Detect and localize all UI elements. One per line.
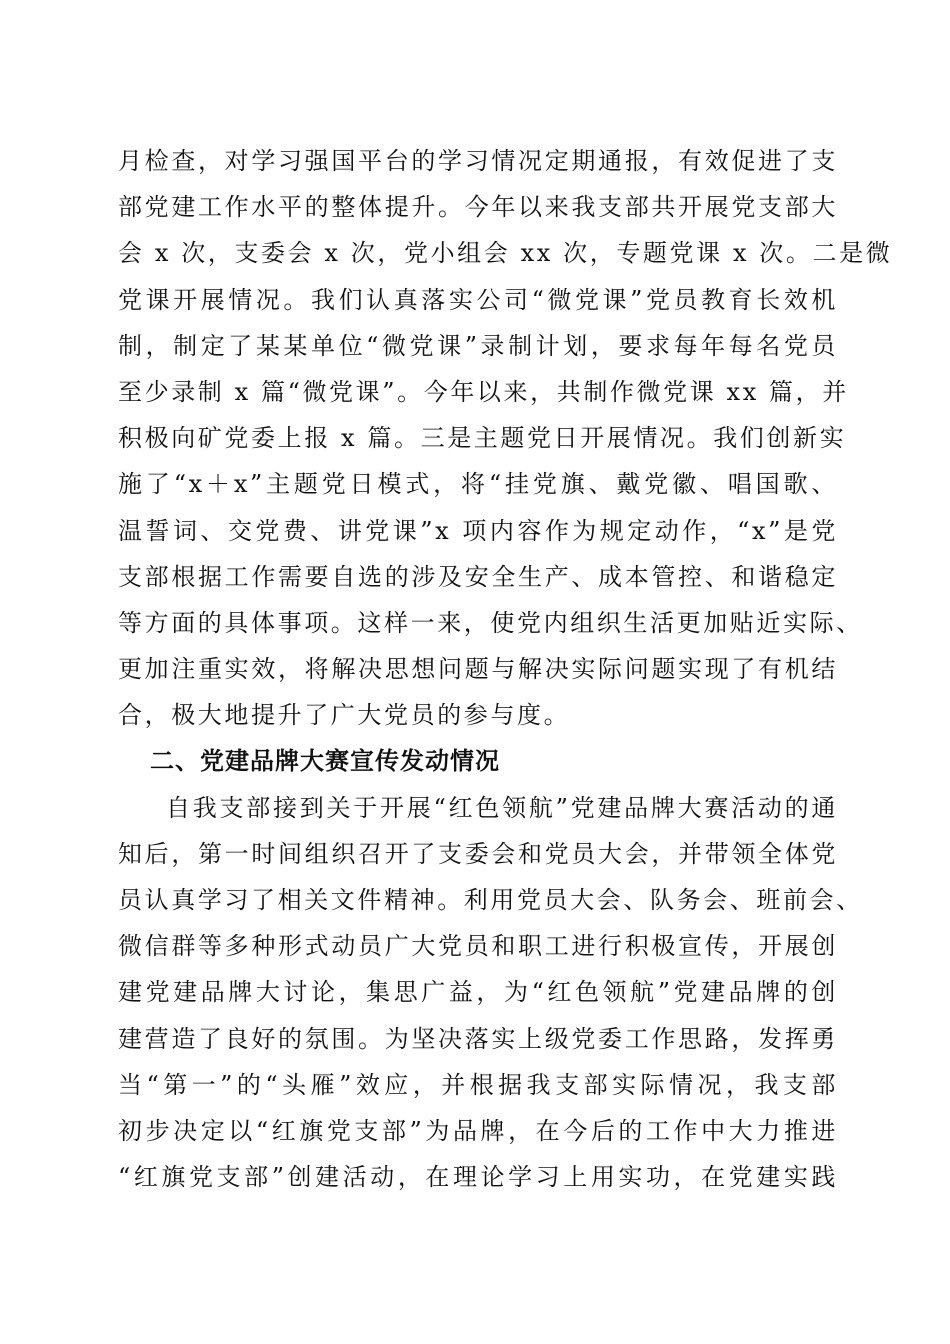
text-line: 建党建品牌大讨论，集思广益，为“红色领航”党建品牌的创 bbox=[118, 978, 838, 1007]
paragraph-party-activities bbox=[118, 138, 893, 738]
text-line: 更加注重实效，将解决思想问题与解决实际问题实现了有机结 bbox=[118, 655, 838, 684]
text-line: 建营造了良好的氛围。为坚决落实上级党委工作思路，发挥勇 bbox=[118, 1024, 838, 1053]
text-line: “红旗党支部”创建活动，在理论学习上用实功，在党建实践 bbox=[118, 1163, 838, 1192]
text-line: 支部根据工作需要自选的涉及安全生产、成本管控、和谐稳定 bbox=[118, 562, 838, 591]
text-line: 等方面的具体事项。这样一来，使党内组织生活更加贴近实际、 bbox=[118, 608, 863, 637]
text-line: 微信群等多种形式动员广大党员和职工进行积极宣传，开展创 bbox=[118, 932, 838, 961]
text-line: 积极向矿党委上报 x 篇。三是主题党日开展情况。我们创新实 bbox=[118, 424, 847, 453]
text-line: 员认真学习了相关文件精神。利用党员大会、队务会、班前会、 bbox=[118, 886, 863, 914]
paragraph-brand-contest bbox=[118, 785, 863, 1201]
section-heading: 二、党建品牌大赛宣传发动情况 bbox=[150, 747, 500, 776]
text-line: 会 x 次，支委会 x 次，党小组会 xx 次，专题党课 x 次。二是微 bbox=[118, 239, 893, 268]
text-line: 初步决定以“红旗党支部”为品牌，在今后的工作中大力推进 bbox=[118, 1116, 838, 1145]
text-line: 部党建工作水平的整体提升。今年以来我支部共开展党支部大 bbox=[118, 193, 838, 222]
text-line: 党课开展情况。我们认真落实公司“微党课”党员教育长效机 bbox=[118, 285, 838, 314]
text-line: 温誓词、交党费、讲党课”x 项内容作为规定动作，“x”是党 bbox=[118, 516, 838, 545]
text-line: 至少录制 x 篇“微党课”。今年以来，共制作微党课 xx 篇，并 bbox=[118, 377, 849, 406]
text-line: 制，制定了某某单位“微党课”录制计划，要求每年每名党员 bbox=[118, 331, 838, 360]
text-line: 当“第一”的“头雁”效应，并根据我支部实际情况，我支部 bbox=[118, 1070, 838, 1099]
text-line: 施了“x＋x”主题党日模式，将“挂党旗、戴党徽、唱国歌、 bbox=[118, 470, 838, 499]
document-body bbox=[118, 138, 893, 1200]
text-line: 自我支部接到关于开展“红色领航”党建品牌大赛活动的通 bbox=[166, 793, 838, 822]
text-line: 月检查，对学习强国平台的学习情况定期通报，有效促进了支 bbox=[118, 147, 838, 175]
text-line: 合，极大地提升了广大党员的参与度。 bbox=[118, 701, 571, 730]
text-line: 知后，第一时间组织召开了支委会和党员大会，并带领全体党 bbox=[118, 839, 838, 868]
